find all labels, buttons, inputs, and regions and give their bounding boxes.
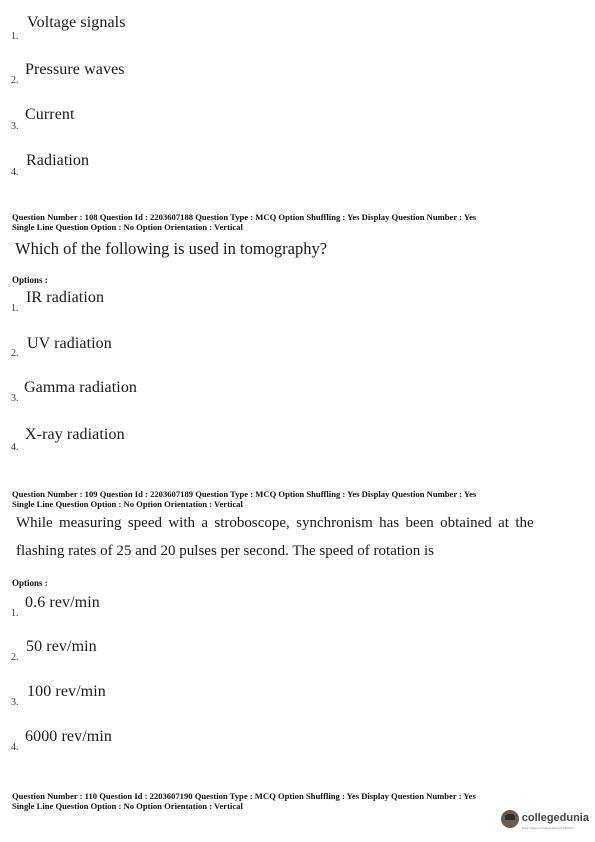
question-meta bbox=[12, 489, 476, 509]
option-text: Radiation bbox=[26, 152, 90, 169]
option-text: IR radiation bbox=[26, 289, 105, 306]
question-meta-line: Question Number : 109 Question Id : 2203607189 Question Type : MCQ Option Shuffling : Yes Display Question Number : Yes bbox=[12, 489, 477, 499]
options-label: Options : bbox=[12, 578, 48, 588]
option-number: 1. bbox=[11, 31, 19, 42]
option-text: 50 rev/min bbox=[26, 638, 97, 655]
question-text: Which of the following is used in tomography? bbox=[15, 239, 328, 258]
option-number: 2. bbox=[11, 652, 19, 663]
mascot-icon bbox=[501, 810, 519, 828]
option-number: 4. bbox=[11, 442, 19, 453]
option-number: 3. bbox=[11, 697, 19, 708]
question-meta-line: Single Line Question Option : No Option Orientation : Vertical bbox=[12, 499, 243, 509]
option-number: 3. bbox=[11, 121, 19, 132]
option-number: 4. bbox=[11, 167, 19, 178]
logo-text: collegedunia bbox=[521, 812, 589, 824]
option-text: Pressure waves bbox=[25, 61, 125, 78]
question-meta bbox=[12, 791, 476, 811]
logo-tagline: India's largest Student Review Platform bbox=[521, 826, 575, 830]
options-label: Options : bbox=[12, 275, 48, 285]
option-text: X-ray radiation bbox=[25, 426, 125, 443]
question-meta-line: Question Number : 110 Question Id : 2203607190 Question Type : MCQ Option Shuffling : Yes Display Question Number : Yes bbox=[12, 791, 476, 801]
option-text: 6000 rev/min bbox=[25, 728, 112, 745]
question-meta-line: Single Line Question Option : No Option Orientation : Vertical bbox=[12, 222, 243, 232]
option-number: 1. bbox=[11, 303, 19, 314]
option-text: 0.6 rev/min bbox=[25, 594, 100, 611]
option-number: 4. bbox=[11, 742, 19, 753]
collegedunia-logo bbox=[501, 808, 589, 830]
option-text: UV radiation bbox=[27, 335, 112, 352]
option-text: Gamma radiation bbox=[24, 379, 138, 396]
option-number: 2. bbox=[11, 348, 19, 359]
question-text-line: flashing rates of 25 and 20 pulses per second. The speed of rotation is bbox=[16, 543, 434, 559]
option-text: Current bbox=[25, 106, 75, 123]
option-number: 1. bbox=[11, 608, 19, 619]
question-meta-line: Question Number : 108 Question Id : 2203607188 Question Type : MCQ Option Shuffling : Yes Display Question Number : Yes bbox=[12, 212, 477, 222]
option-text: 100 rev/min bbox=[27, 683, 106, 700]
option-text: Voltage signals bbox=[27, 14, 126, 31]
option-number: 2. bbox=[11, 75, 19, 86]
option-number: 3. bbox=[11, 393, 19, 404]
question-text-line: While measuring speed with a stroboscope, synchronism has been obtained at the bbox=[16, 515, 534, 531]
question-meta bbox=[12, 212, 476, 232]
question-meta-line: Single Line Question Option : No Option Orientation : Vertical bbox=[12, 801, 243, 811]
